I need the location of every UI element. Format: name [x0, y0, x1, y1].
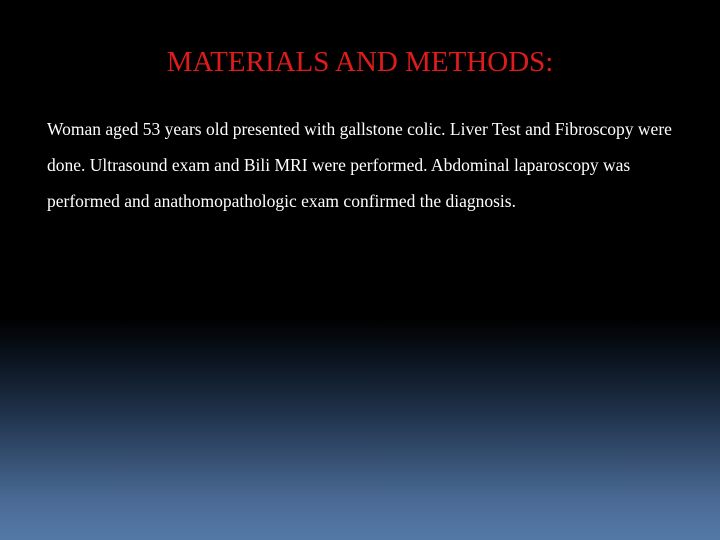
slide-body-text: Woman aged 53 years old presented with gallstone colic. Liver Test and Fibroscopy were done. Ultrasound exam and Bili MRI were performed. Abdominal laparoscopy was performed and anathomopathologic exam confirmed the diagnosis. [47, 119, 672, 211]
slide-title: MATERIALS AND METHODS: [166, 46, 554, 78]
